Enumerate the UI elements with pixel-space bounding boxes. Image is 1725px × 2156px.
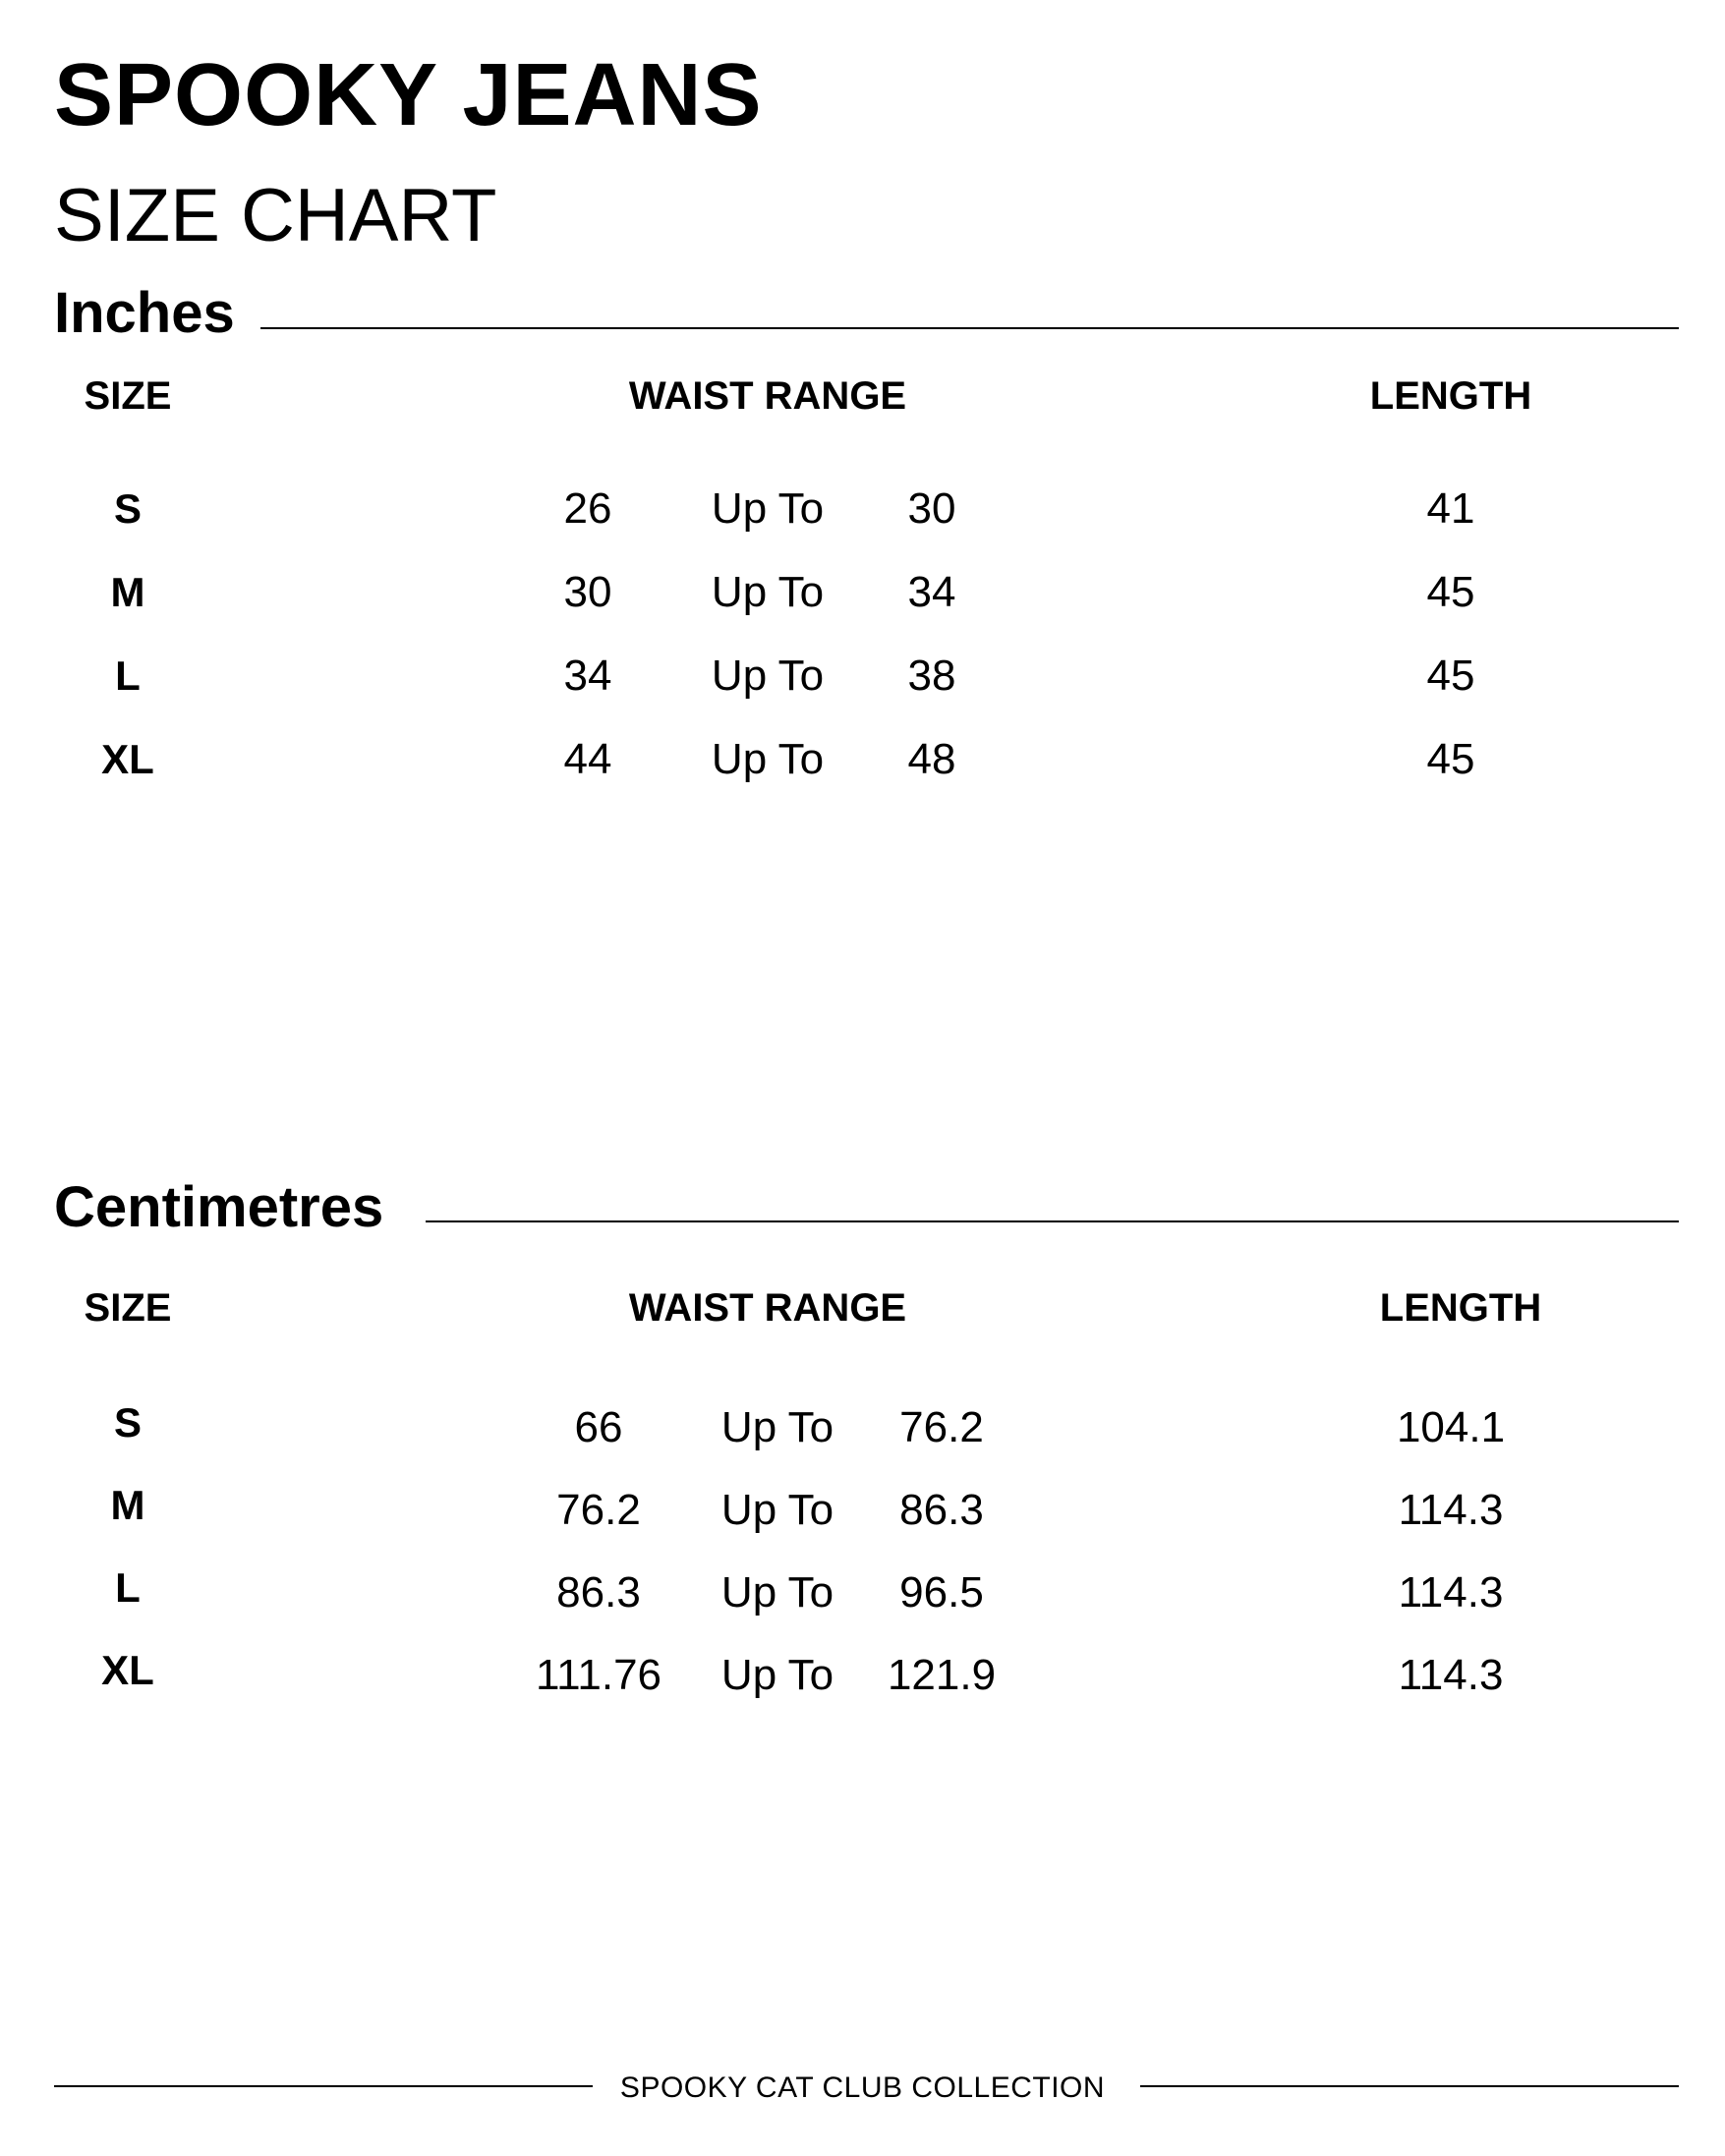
length-value: 41 [1426, 484, 1475, 533]
size-label: L [115, 652, 141, 699]
centimetres-heading: Centimetres [54, 1175, 384, 1239]
waist-connector: Up To [711, 484, 825, 533]
size-label: L [115, 1564, 141, 1611]
length-value: 114.3 [1398, 1486, 1504, 1534]
page-title: SPOOKY JEANS [54, 46, 763, 144]
inches-col-length: LENGTH [1369, 374, 1532, 418]
inches-heading-rule [260, 327, 1679, 329]
waist-min: 30 [563, 568, 612, 616]
size-label: XL [101, 1647, 154, 1693]
waist-min: 26 [563, 484, 612, 533]
waist-connector: Up To [711, 652, 825, 700]
waist-max: 38 [907, 652, 956, 700]
waist-min: 86.3 [556, 1568, 641, 1617]
inches-col-waist-range: WAIST RANGE [628, 374, 907, 418]
waist-min: 66 [574, 1403, 623, 1451]
waist-max: 121.9 [887, 1651, 997, 1699]
inches-col-size: SIZE [84, 374, 172, 418]
centimetres-heading-rule [426, 1220, 1679, 1222]
footer-collection-label: SPOOKY CAT CLUB COLLECTION [619, 2071, 1106, 2104]
footer-rule-right [1140, 2085, 1679, 2087]
waist-min: 44 [563, 735, 612, 783]
size-label: XL [101, 736, 154, 782]
waist-max: 34 [907, 568, 956, 616]
waist-max: 76.2 [899, 1403, 984, 1451]
waist-connector: Up To [711, 568, 825, 616]
length-value: 104.1 [1396, 1403, 1506, 1451]
waist-max: 30 [907, 484, 956, 533]
waist-min: 34 [563, 652, 612, 700]
length-value: 45 [1426, 568, 1475, 616]
length-value: 114.3 [1398, 1651, 1504, 1699]
size-label: M [110, 1482, 145, 1528]
size-label: M [110, 569, 145, 615]
waist-connector: Up To [720, 1651, 834, 1699]
footer-rule-left [54, 2085, 593, 2087]
centimetres-col-length: LENGTH [1379, 1286, 1542, 1330]
waist-min: 76.2 [556, 1486, 641, 1534]
waist-min: 111.76 [535, 1651, 662, 1699]
page-subtitle: SIZE CHART [54, 174, 497, 257]
waist-max: 48 [907, 735, 956, 783]
size-label: S [113, 1399, 143, 1446]
length-value: 45 [1426, 652, 1475, 700]
waist-max: 86.3 [899, 1486, 984, 1534]
centimetres-col-size: SIZE [84, 1286, 172, 1330]
waist-connector: Up To [720, 1568, 834, 1617]
length-value: 45 [1426, 735, 1475, 783]
length-value: 114.3 [1398, 1568, 1504, 1617]
waist-max: 96.5 [899, 1568, 984, 1617]
waist-connector: Up To [720, 1403, 834, 1451]
waist-connector: Up To [711, 735, 825, 783]
waist-connector: Up To [720, 1486, 834, 1534]
inches-heading: Inches [54, 281, 235, 345]
size-label: S [113, 485, 143, 532]
centimetres-col-waist-range: WAIST RANGE [628, 1286, 907, 1330]
